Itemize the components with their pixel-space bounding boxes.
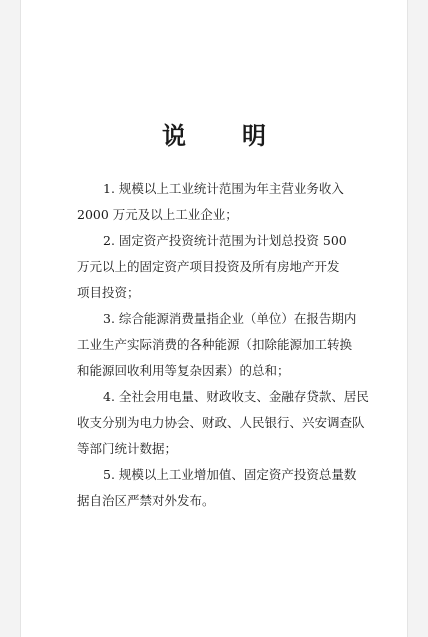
note-paragraph-2 (77, 228, 359, 306)
note-line: 1. 规模以上工业统计范围为年主营业务收入 (103, 181, 344, 196)
note-line: 万元以上的固定资产项目投资及所有房地产开发 (77, 259, 340, 274)
note-line: 2. 固定资产投资统计范围为计划总投资 500 (103, 233, 347, 248)
note-line: 5. 规模以上工业增加值、固定资产投资总量数 (103, 467, 357, 482)
note-paragraph-4 (77, 384, 369, 462)
note-line: 2000 万元及以上工业企业； (77, 207, 238, 222)
note-line: 和能源回收利用等复杂因素）的总和； (77, 363, 290, 378)
document-page (20, 0, 408, 637)
note-line: 工业生产实际消费的各种能源（扣除能源加工转换 (77, 337, 353, 352)
note-line: 等部门统计数据； (77, 441, 178, 456)
note-line: 4. 全社会用电量、财政收支、金融存贷款、居民 (103, 389, 369, 404)
note-paragraph-1 (77, 176, 359, 228)
note-line: 项目投资； (77, 285, 140, 300)
note-line: 据自治区严禁对外发布。 (77, 493, 215, 508)
note-line: 收支分别为电力协会、财政、人民银行、兴安调查队 (77, 415, 365, 430)
notes-body (77, 176, 369, 514)
note-paragraph-3 (77, 306, 359, 384)
note-line: 3. 综合能源消费量指企业（单位）在报告期内 (103, 311, 357, 326)
page-title: 说 明 (162, 121, 282, 150)
note-paragraph-5 (77, 462, 359, 514)
